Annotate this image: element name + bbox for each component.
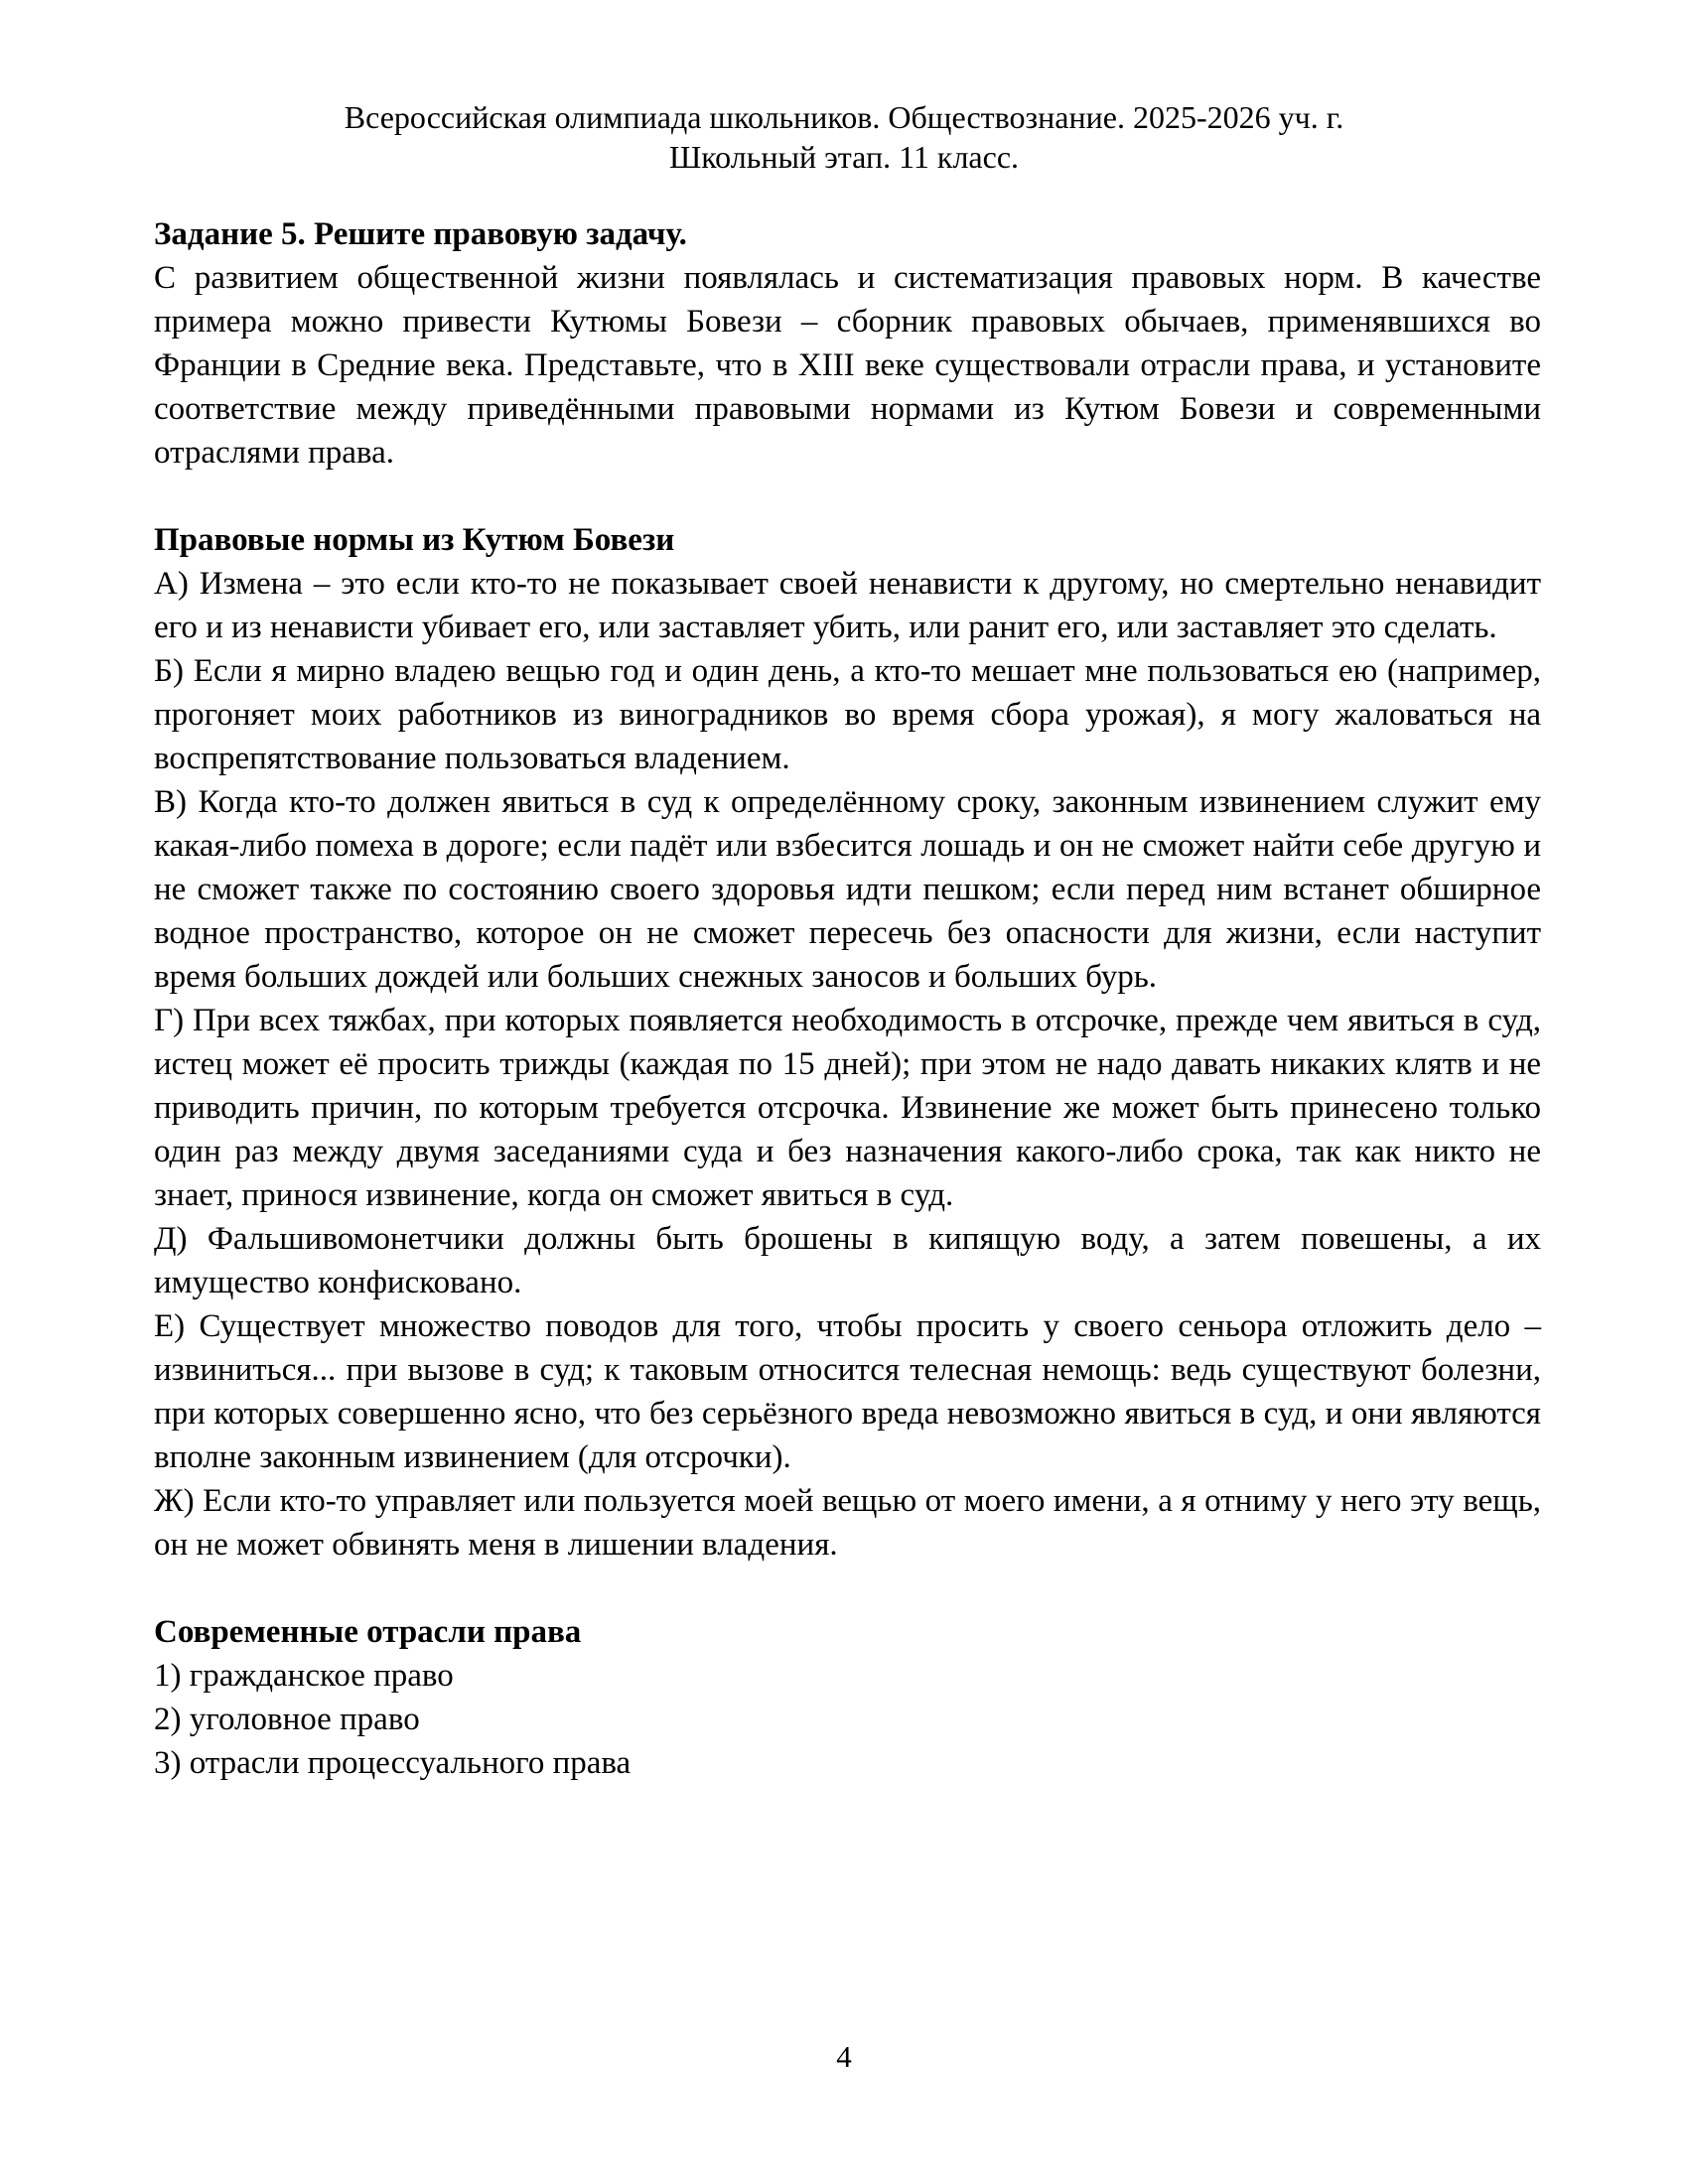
blank-line (154, 1567, 1541, 1610)
task-title: Задание 5. Решите правовую задачу. (154, 216, 687, 252)
norms-list (154, 562, 1541, 1567)
norm-item-b: Б) Если я мирно владею вещью год и один день, а кто-то мешает мне пользоваться ею (например, прогоняет моих работников из виноградников во время сбора урожая), я могу жаловаться на воспрепятствование пользоваться владением. (154, 653, 1541, 776)
norms-section-heading: Правовые нормы из Кутюм Бовези (154, 522, 675, 558)
page-number: 4 (836, 2039, 852, 2074)
norm-item-d: Д) Фальшивомонетчики должны быть брошены в кипящую воду, а затем повешены, а их имущество конфисковано. (154, 1221, 1541, 1300)
task-intro-paragraph: С развитием общественной жизни появлялась и систематизация правовых норм. В качестве примера можно привести Кутюмы Бовези – сборник правовых обычаев, применявшихся во Франции в Средние века. Представьте, что в XIII веке существовали отрасли права, и установите соответствие между приведёнными правовыми нормами из Кутюм Бовези и современными отраслями права. (154, 260, 1541, 471)
norm-item-zh: Ж) Если кто-то управляет или пользуется моей вещью от моего имени, а я отниму у него эту вещь, он не может обвинять меня в лишении владения. (154, 1483, 1541, 1563)
norm-item-g: Г) При всех тяжбах, при которых появляется необходимость в отсрочке, прежде чем явиться в суд, истец может её просить трижды (каждая по 15 дней); при этом не надо давать никаких клятв и не приводить причин, по которым требуется отсрочка. Извинение же может быть принесено только один раз между двумя заседаниями суда и без назначения какого-либо срока, так как никто не знает, принося извинение, когда он сможет явиться в суд. (154, 1003, 1541, 1213)
branches-list (154, 1654, 1541, 1785)
header-line-2: Школьный этап. 11 класс. (668, 139, 1020, 175)
branch-item-1: 1) гражданское право (154, 1658, 454, 1694)
branches-section-heading: Современные отрасли права (154, 1614, 582, 1650)
header-line-1: Всероссийская олимпиада школьников. Обществознание. 2025-2026 уч. г. (344, 99, 1344, 135)
norm-item-v: В) Когда кто-то должен явиться в суд к определённому сроку, законным извинением служит ему какая-либо помеха в дороге; если падёт или взбесится лошадь и он не сможет найти себе другую и не сможет также по состоянию своего здоровья идти пешком; если перед ним встанет обширное водное пространство, которое он не сможет пересечь без опасности для жизни, если наступит время больших дождей или больших снежных заносов и больших бурь. (154, 784, 1541, 995)
branch-item-3: 3) отрасли процессуального права (154, 1745, 632, 1781)
blank-line (154, 475, 1541, 518)
page-header (0, 0, 1688, 177)
branch-item-2: 2) уголовное право (154, 1702, 420, 1737)
norm-item-e: Е) Существует множество поводов для того, чтобы просить у своего сеньора отложить дело – извиниться... при вызове в суд; к таковым относится телесная немощь: ведь существуют болезни, при которых совершенно ясно, что без серьёзного вреда невозможно явиться в суд, и они являются вполне законным извинением (для отсрочки). (154, 1308, 1541, 1475)
document-body (154, 212, 1541, 1785)
norm-item-a: А) Измена – это если кто-то не показывает своей ненависти к другому, но смертельно ненавидит его и из ненависти убивает его, или заставляет убить, или ранит его, или заставляет это сделать. (154, 566, 1541, 645)
